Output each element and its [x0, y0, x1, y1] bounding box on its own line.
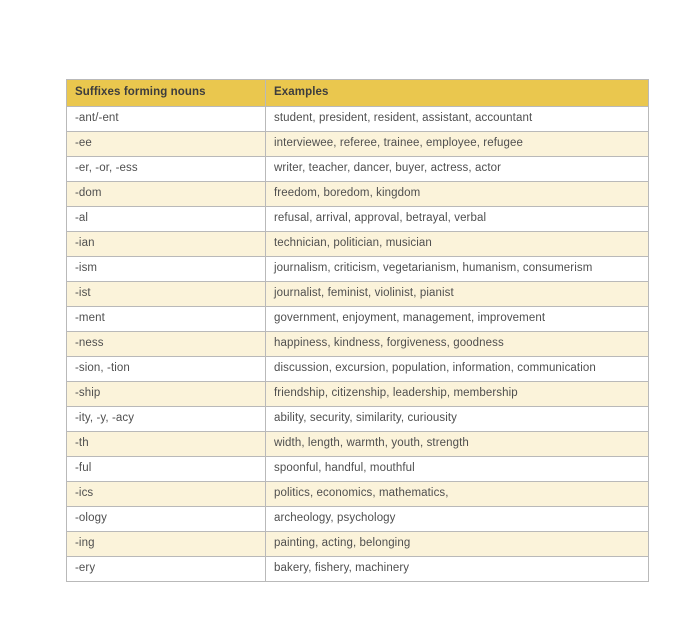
table-row [67, 332, 649, 357]
suffix-cell: -ing [67, 532, 266, 557]
table-row [67, 232, 649, 257]
suffix-cell: -ant/-ent [67, 107, 266, 132]
suffix-cell: -ist [67, 282, 266, 307]
suffix-cell: -ery [67, 557, 266, 582]
column-header-suffixes: Suffixes forming nouns [67, 80, 266, 107]
examples-cell: interviewee, referee, trainee, employee, refugee [266, 132, 649, 157]
examples-cell: bakery, fishery, machinery [266, 557, 649, 582]
table-row [67, 382, 649, 407]
examples-cell: spoonful, handful, mouthful [266, 457, 649, 482]
suffix-cell: -th [67, 432, 266, 457]
examples-cell: ability, security, similarity, curiousity [266, 407, 649, 432]
suffix-cell: -ism [67, 257, 266, 282]
table-row [67, 182, 649, 207]
examples-cell: refusal, arrival, approval, betrayal, verbal [266, 207, 649, 232]
examples-cell: width, length, warmth, youth, strength [266, 432, 649, 457]
table-row [67, 132, 649, 157]
table-row [67, 407, 649, 432]
suffix-cell: -ics [67, 482, 266, 507]
examples-cell: student, president, resident, assistant, accountant [266, 107, 649, 132]
table-row [67, 557, 649, 582]
table-row [67, 457, 649, 482]
table-row [67, 157, 649, 182]
table-row [67, 482, 649, 507]
header-row [67, 80, 649, 107]
column-header-examples: Examples [266, 80, 649, 107]
examples-cell: technician, politician, musician [266, 232, 649, 257]
table-row [67, 432, 649, 457]
table-row [67, 107, 649, 132]
examples-cell: archeology, psychology [266, 507, 649, 532]
suffix-cell: -dom [67, 182, 266, 207]
table-header [67, 80, 649, 107]
table-row [67, 257, 649, 282]
suffix-cell: -ship [67, 382, 266, 407]
suffix-cell: -ful [67, 457, 266, 482]
examples-cell: painting, acting, belonging [266, 532, 649, 557]
examples-cell: discussion, excursion, population, information, communication [266, 357, 649, 382]
examples-cell: happiness, kindness, forgiveness, goodness [266, 332, 649, 357]
suffix-cell: -ment [67, 307, 266, 332]
table-body [67, 107, 649, 582]
table-row [67, 207, 649, 232]
examples-cell: writer, teacher, dancer, buyer, actress, actor [266, 157, 649, 182]
suffix-cell: -er, -or, -ess [67, 157, 266, 182]
examples-cell: government, enjoyment, management, improvement [266, 307, 649, 332]
examples-cell: politics, economics, mathematics, [266, 482, 649, 507]
examples-cell: journalist, feminist, violinist, pianist [266, 282, 649, 307]
examples-cell: journalism, criticism, vegetarianism, humanism, consumerism [266, 257, 649, 282]
examples-cell: freedom, boredom, kingdom [266, 182, 649, 207]
suffix-cell: -sion, -tion [67, 357, 266, 382]
table-row [67, 507, 649, 532]
suffix-table [66, 79, 649, 582]
table-row [67, 282, 649, 307]
suffix-cell: -ness [67, 332, 266, 357]
suffix-cell: -ity, -y, -acy [67, 407, 266, 432]
table-row [67, 532, 649, 557]
suffix-cell: -ee [67, 132, 266, 157]
examples-cell: friendship, citizenship, leadership, membership [266, 382, 649, 407]
suffix-cell: -al [67, 207, 266, 232]
table-row [67, 357, 649, 382]
suffix-cell: -ology [67, 507, 266, 532]
table-row [67, 307, 649, 332]
suffix-cell: -ian [67, 232, 266, 257]
